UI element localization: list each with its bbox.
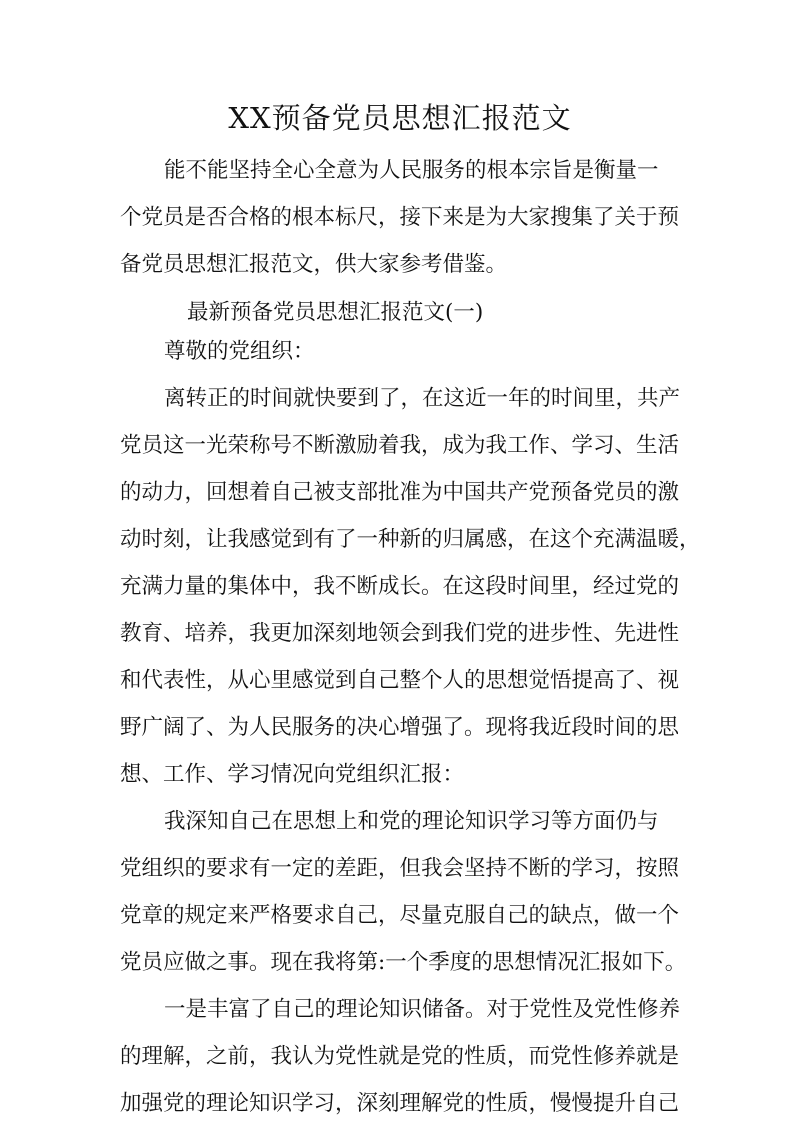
paragraph-line	[0, 566, 800, 608]
section-heading	[0, 292, 800, 334]
line-text: 野广阔了、为人民服务的决心增强了。现将我近段时间的思	[120, 715, 680, 740]
line-text: 的动力，回想着自己被支部批准为中国共产党预备党员的激	[120, 480, 680, 505]
paragraph-line	[0, 660, 800, 702]
paragraph-line	[0, 1036, 800, 1078]
line-text: 党组织的要求有一定的差距，但我会坚持不断的学习，按照	[120, 856, 680, 881]
paragraph-line	[0, 989, 800, 1031]
salutation-line	[0, 331, 800, 373]
line-text: 想、工作、学习情况向党组织汇报：	[120, 762, 465, 787]
line-text: 充满力量的集体中，我不断成长。在这段时间里，经过党的	[120, 574, 680, 599]
line-text: 党员应做之事。现在我将第:一个季度的思想情况汇报如下。	[120, 950, 687, 975]
line-text: 我深知自己在思想上和党的理论知识学习等方面仍与	[164, 809, 659, 834]
paragraph-line	[0, 848, 800, 890]
line-text: 一是丰富了自己的理论知识储备。对于党性及党性修养	[164, 997, 681, 1022]
line-text: 党章的规定来严格要求自己，尽量克服自己的缺点，做一个	[120, 903, 680, 928]
paragraph-line	[0, 150, 800, 192]
line-text: 的理解，之前，我认为党性就是党的性质，而党性修养就是	[120, 1044, 680, 1069]
paragraph-line	[0, 378, 800, 420]
paragraph-line	[0, 1083, 800, 1125]
line-text: 个党员是否合格的根本标尺，接下来是为大家搜集了关于预	[120, 205, 680, 230]
line-text: 党员这一光荣称号不断激励着我，成为我工作、学习、生活	[120, 433, 680, 458]
line-text: 离转正的时间就快要到了，在这近一年的时间里，共产	[164, 386, 681, 411]
document-title: XX预备党员思想汇报范文	[228, 101, 572, 135]
line-text: 和代表性，从心里感觉到自己整个人的思想觉悟提高了、视	[120, 668, 680, 693]
line-text: 加强党的理论知识学习，深刻理解党的性质，慢慢提升自己	[120, 1091, 680, 1116]
paragraph-line	[0, 895, 800, 937]
line-text: 教育、培养，我更加深刻地领会到我们党的进步性、先进性	[120, 621, 680, 646]
paragraph-line	[0, 244, 800, 286]
paragraph-line	[0, 425, 800, 467]
line-text: 能不能坚持全心全意为人民服务的根本宗旨是衡量一	[164, 158, 659, 183]
paragraph-line	[0, 472, 800, 514]
line-text: 尊敬的党组织：	[164, 339, 315, 364]
paragraph-line	[0, 942, 800, 984]
paragraph-line	[0, 801, 800, 843]
paragraph-line	[0, 197, 800, 239]
line-text: 备党员思想汇报范文，供大家参考借鉴。	[120, 252, 508, 277]
line-text: 动时刻，让我感觉到有了一种新的归属感，在这个充满温暖，	[120, 527, 701, 552]
paragraph-line	[0, 754, 800, 796]
paragraph-line	[0, 519, 800, 561]
paragraph-line	[0, 613, 800, 655]
line-text: 最新预备党员思想汇报范文(一)	[187, 300, 484, 325]
paragraph-line	[0, 707, 800, 749]
